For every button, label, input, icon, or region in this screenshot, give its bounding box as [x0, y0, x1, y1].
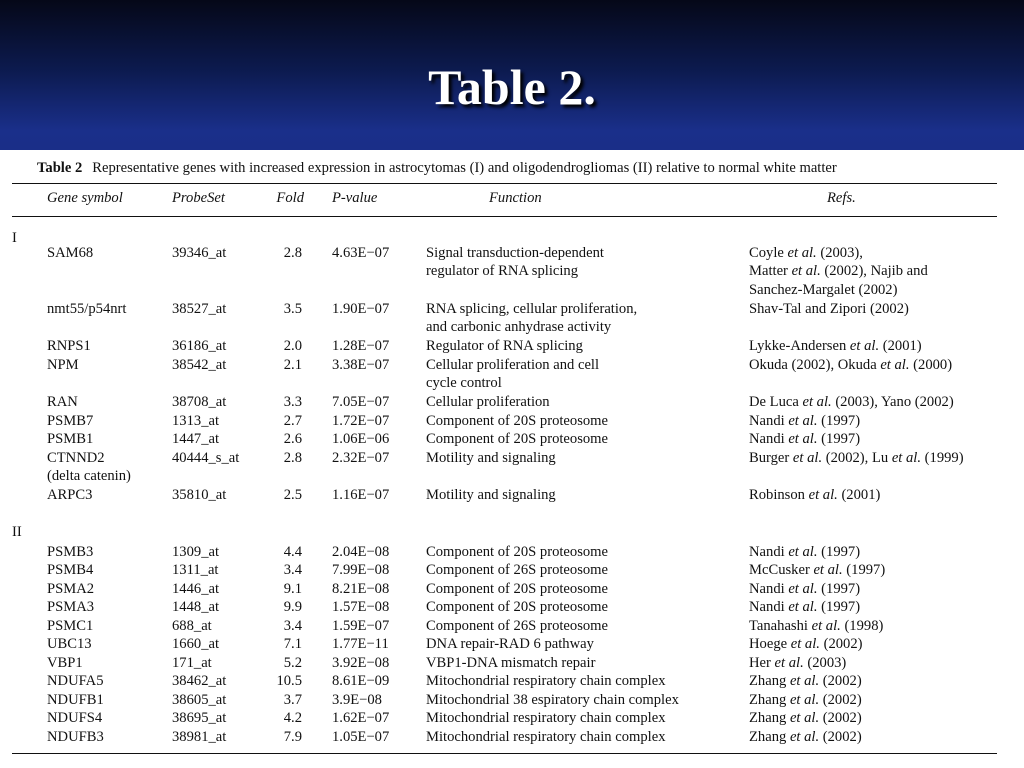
probeset-cell: 1311_at [172, 562, 219, 578]
pvalue-cell: 1.16E−07 [332, 487, 390, 503]
probeset-cell: 1313_at [172, 413, 220, 429]
fold-cell: 2.8 [283, 245, 302, 261]
pvalue-cell: 1.62E−07 [332, 710, 390, 726]
pvalue-cell: 1.77E−11 [332, 636, 389, 652]
header-gene-symbol: Gene symbol [47, 190, 123, 206]
header-rule [12, 216, 997, 217]
function-cell: Signal transduction-dependent [426, 245, 604, 261]
probeset-cell: 688_at [172, 618, 212, 634]
function-cell: Motility and signaling [426, 450, 556, 466]
probeset-cell: 1660_at [172, 636, 220, 652]
pvalue-cell: 7.99E−08 [332, 562, 390, 578]
function-cell: Mitochondrial respiratory chain complex [426, 729, 666, 745]
section-label: I [12, 230, 17, 246]
fold-cell: 2.1 [283, 357, 302, 373]
probeset-cell: 36186_at [172, 338, 227, 354]
pvalue-cell: 3.38E−07 [332, 357, 390, 373]
et-al: et al. [791, 263, 821, 280]
refs-cell: Tanahashi et al. (1998) [749, 618, 884, 634]
probeset-cell: 38708_at [172, 394, 227, 410]
refs-cell: Nandi et al. (1997) [749, 581, 861, 597]
gene-symbol-cell: NDUFB3 [47, 729, 104, 745]
pvalue-cell: 7.05E−07 [332, 394, 390, 410]
function-cell: Cellular proliferation [426, 394, 550, 410]
refs-cell: Nandi et al. (1997) [749, 599, 861, 615]
probeset-cell: 1447_at [172, 431, 220, 447]
et-al: et al. [774, 655, 804, 671]
fold-cell: 3.4 [283, 618, 302, 634]
function-cell: VBP1-DNA mismatch repair [426, 655, 596, 671]
fold-cell: 2.8 [283, 450, 302, 466]
fold-cell: 2.6 [283, 431, 302, 447]
pvalue-cell: 1.05E−07 [332, 729, 390, 745]
et-al: et al. [813, 562, 843, 578]
refs-cell: Zhang et al. (2002) [749, 692, 862, 708]
function-cell: Component of 26S proteosome [426, 562, 609, 578]
probeset-cell: 40444_s_at [172, 450, 240, 466]
function-cell: Cellular proliferation and cell [426, 357, 600, 373]
et-al: et al. [790, 636, 820, 652]
probeset-cell: 38605_at [172, 692, 227, 708]
function-cell: Mitochondrial 38 espiratory chain complex [426, 692, 679, 708]
refs-cell: Zhang et al. (2002) [749, 729, 862, 745]
function-cell: and carbonic anhydrase activity [426, 319, 612, 336]
probeset-cell: 39346_at [172, 245, 227, 261]
fold-cell: 4.2 [283, 710, 302, 726]
refs-cell: De Luca et al. (2003), Yano (2002) [749, 394, 954, 410]
pvalue-cell: 1.28E−07 [332, 338, 390, 354]
pvalue-cell: 3.9E−08 [332, 692, 382, 708]
pvalue-cell: 8.61E−09 [332, 673, 390, 689]
fold-cell: 2.0 [283, 338, 302, 354]
et-al: et al. [787, 245, 817, 261]
pvalue-cell: 1.57E−08 [332, 599, 390, 615]
function-cell: Mitochondrial respiratory chain complex [426, 673, 666, 689]
header-function: Function [489, 190, 542, 206]
gene-symbol-cell: VBP1 [47, 655, 83, 671]
et-al: et al. [789, 692, 820, 708]
et-al: et al. [808, 487, 838, 503]
section-label: II [12, 524, 22, 540]
refs-cell: Nandi et al. (1997) [749, 413, 861, 429]
refs-cell: Sanchez-Margalet (2002) [749, 281, 898, 298]
pvalue-cell: 1.59E−07 [332, 618, 390, 634]
header-refs: Refs. [827, 190, 856, 206]
gene-symbol-cell: NPM [47, 357, 79, 373]
refs-cell: Shav-Tal and Zipori (2002) [749, 301, 909, 317]
function-cell: Mitochondrial respiratory chain complex [426, 710, 666, 726]
refs-cell: Matter et al. (2002), Najib and [749, 263, 928, 280]
function-cell: Component of 20S proteosome [426, 599, 609, 615]
gene-symbol-cell: SAM68 [47, 245, 94, 261]
fold-cell: 7.1 [283, 636, 302, 652]
refs-cell: Robinson et al. (2001) [749, 487, 881, 503]
top-rule [12, 183, 997, 184]
refs-cell: Her et al. (2003) [749, 655, 847, 671]
probeset-cell: 38695_at [172, 710, 227, 726]
function-cell: RNA splicing, cellular proliferation, [426, 301, 638, 317]
et-al: et al. [788, 544, 818, 560]
fold-cell: 2.7 [283, 413, 302, 429]
probeset-cell: 1446_at [172, 581, 220, 597]
et-al: et al. [789, 710, 820, 726]
refs-cell: Nandi et al. (1997) [749, 544, 861, 560]
probeset-cell: 171_at [172, 655, 212, 671]
et-al: et al. [789, 673, 820, 689]
function-cell: DNA repair-RAD 6 pathway [426, 636, 594, 652]
refs-cell: Zhang et al. (2002) [749, 673, 862, 689]
et-al: et al. [788, 599, 818, 615]
pvalue-cell: 4.63E−07 [332, 245, 390, 261]
pvalue-cell: 2.32E−07 [332, 450, 390, 466]
pvalue-cell: 1.06E−06 [332, 431, 390, 447]
slide-title: Table 2. [428, 59, 596, 115]
fold-cell: 3.7 [283, 692, 302, 708]
refs-cell: Hoege et al. (2002) [749, 636, 863, 652]
refs-cell: Burger et al. (2002), Lu et al. (1999) [749, 450, 964, 466]
fold-cell: 2.5 [283, 487, 302, 503]
refs-cell: Coyle et al. (2003), [749, 245, 863, 261]
pvalue-cell: 1.90E−07 [332, 301, 390, 317]
refs-cell: Zhang et al. (2002) [749, 710, 862, 726]
et-al: et al. [788, 581, 818, 597]
fold-cell: 3.3 [283, 394, 302, 410]
table-label: Table 2 [37, 160, 83, 176]
gene-symbol-cell: RAN [47, 394, 78, 410]
header-pvalue: P-value [332, 190, 378, 206]
probeset-cell: 1309_at [172, 544, 220, 560]
fold-cell: 9.9 [283, 599, 302, 615]
pvalue-cell: 2.04E−08 [332, 544, 390, 560]
function-cell: cycle control [426, 375, 502, 392]
header-fold: Fold [276, 190, 304, 206]
et-al: et al. [788, 413, 818, 429]
fold-cell: 7.9 [283, 729, 302, 745]
refs-cell: Nandi et al. (1997) [749, 431, 861, 447]
fold-cell: 3.5 [283, 301, 302, 317]
fold-cell: 10.5 [276, 673, 302, 689]
header-probeset: ProbeSet [172, 190, 225, 206]
et-al: et al. [792, 450, 823, 466]
et-al: et al. [880, 357, 910, 373]
gene-symbol-cell: PSMC1 [47, 618, 94, 634]
gene-symbol-cell: NDUFB1 [47, 692, 104, 708]
fold-cell: 5.2 [283, 655, 302, 671]
probeset-cell: 1448_at [172, 599, 220, 615]
function-cell: Component of 20S proteosome [426, 544, 609, 560]
refs-cell: McCusker et al. (1997) [749, 562, 886, 578]
et-al: et al. [789, 729, 820, 745]
gene-symbol-cell: PSMB7 [47, 413, 94, 429]
refs-cell: Lykke-Andersen et al. (2001) [749, 338, 922, 354]
gene-symbol-cell: PSMA3 [47, 599, 95, 615]
gene-symbol-cell: CTNND2 [47, 450, 105, 466]
gene-symbol-cell: NDUFS4 [47, 710, 103, 726]
pvalue-cell: 8.21E−08 [332, 581, 390, 597]
gene-symbol-cell: UBC13 [47, 636, 92, 652]
et-al: et al. [788, 431, 818, 447]
gene-symbol-cell: PSMB1 [47, 431, 94, 447]
et-al: et al. [811, 618, 841, 634]
probeset-cell: 38462_at [172, 673, 227, 689]
function-cell: Component of 26S proteosome [426, 618, 609, 634]
gene-symbol-cell: RNPS1 [47, 338, 91, 354]
probeset-cell: 35810_at [172, 487, 227, 503]
et-al: et al. [891, 450, 922, 466]
function-cell: Component of 20S proteosome [426, 431, 609, 447]
probeset-cell: 38527_at [172, 301, 227, 317]
function-cell: Component of 20S proteosome [426, 413, 609, 429]
fold-cell: 4.4 [283, 544, 302, 560]
probeset-cell: 38981_at [172, 729, 227, 745]
pvalue-cell: 3.92E−08 [332, 655, 390, 671]
function-cell: Motility and signaling [426, 487, 556, 503]
gene-symbol-cell: ARPC3 [47, 487, 93, 503]
gene-symbol-cell: PSMB4 [47, 562, 94, 578]
gene-symbol-cell: PSMA2 [47, 581, 95, 597]
function-cell: regulator of RNA splicing [426, 263, 578, 280]
function-cell: Component of 20S proteosome [426, 581, 609, 597]
pvalue-cell: 1.72E−07 [332, 413, 390, 429]
gene-symbol-cell: nmt55/p54nrt [47, 301, 127, 317]
fold-cell: 3.4 [283, 562, 302, 578]
probeset-cell: 38542_at [172, 357, 227, 373]
gene-symbol-cell: NDUFA5 [47, 673, 104, 689]
gene-symbol-cell: (delta catenin) [47, 468, 131, 485]
bottom-rule [12, 753, 997, 754]
et-al: et al. [802, 394, 832, 410]
gene-symbol-cell: PSMB3 [47, 544, 94, 560]
et-al: et al. [849, 338, 880, 354]
table-caption-text: Representative genes with increased expression in astrocytomas (I) and oligodendrogliomas (II) relative to normal white matter [92, 160, 837, 176]
function-cell: Regulator of RNA splicing [426, 338, 583, 354]
table-caption [37, 160, 1007, 177]
fold-cell: 9.1 [283, 581, 302, 597]
refs-cell: Okuda (2002), Okuda et al. (2000) [749, 357, 953, 373]
